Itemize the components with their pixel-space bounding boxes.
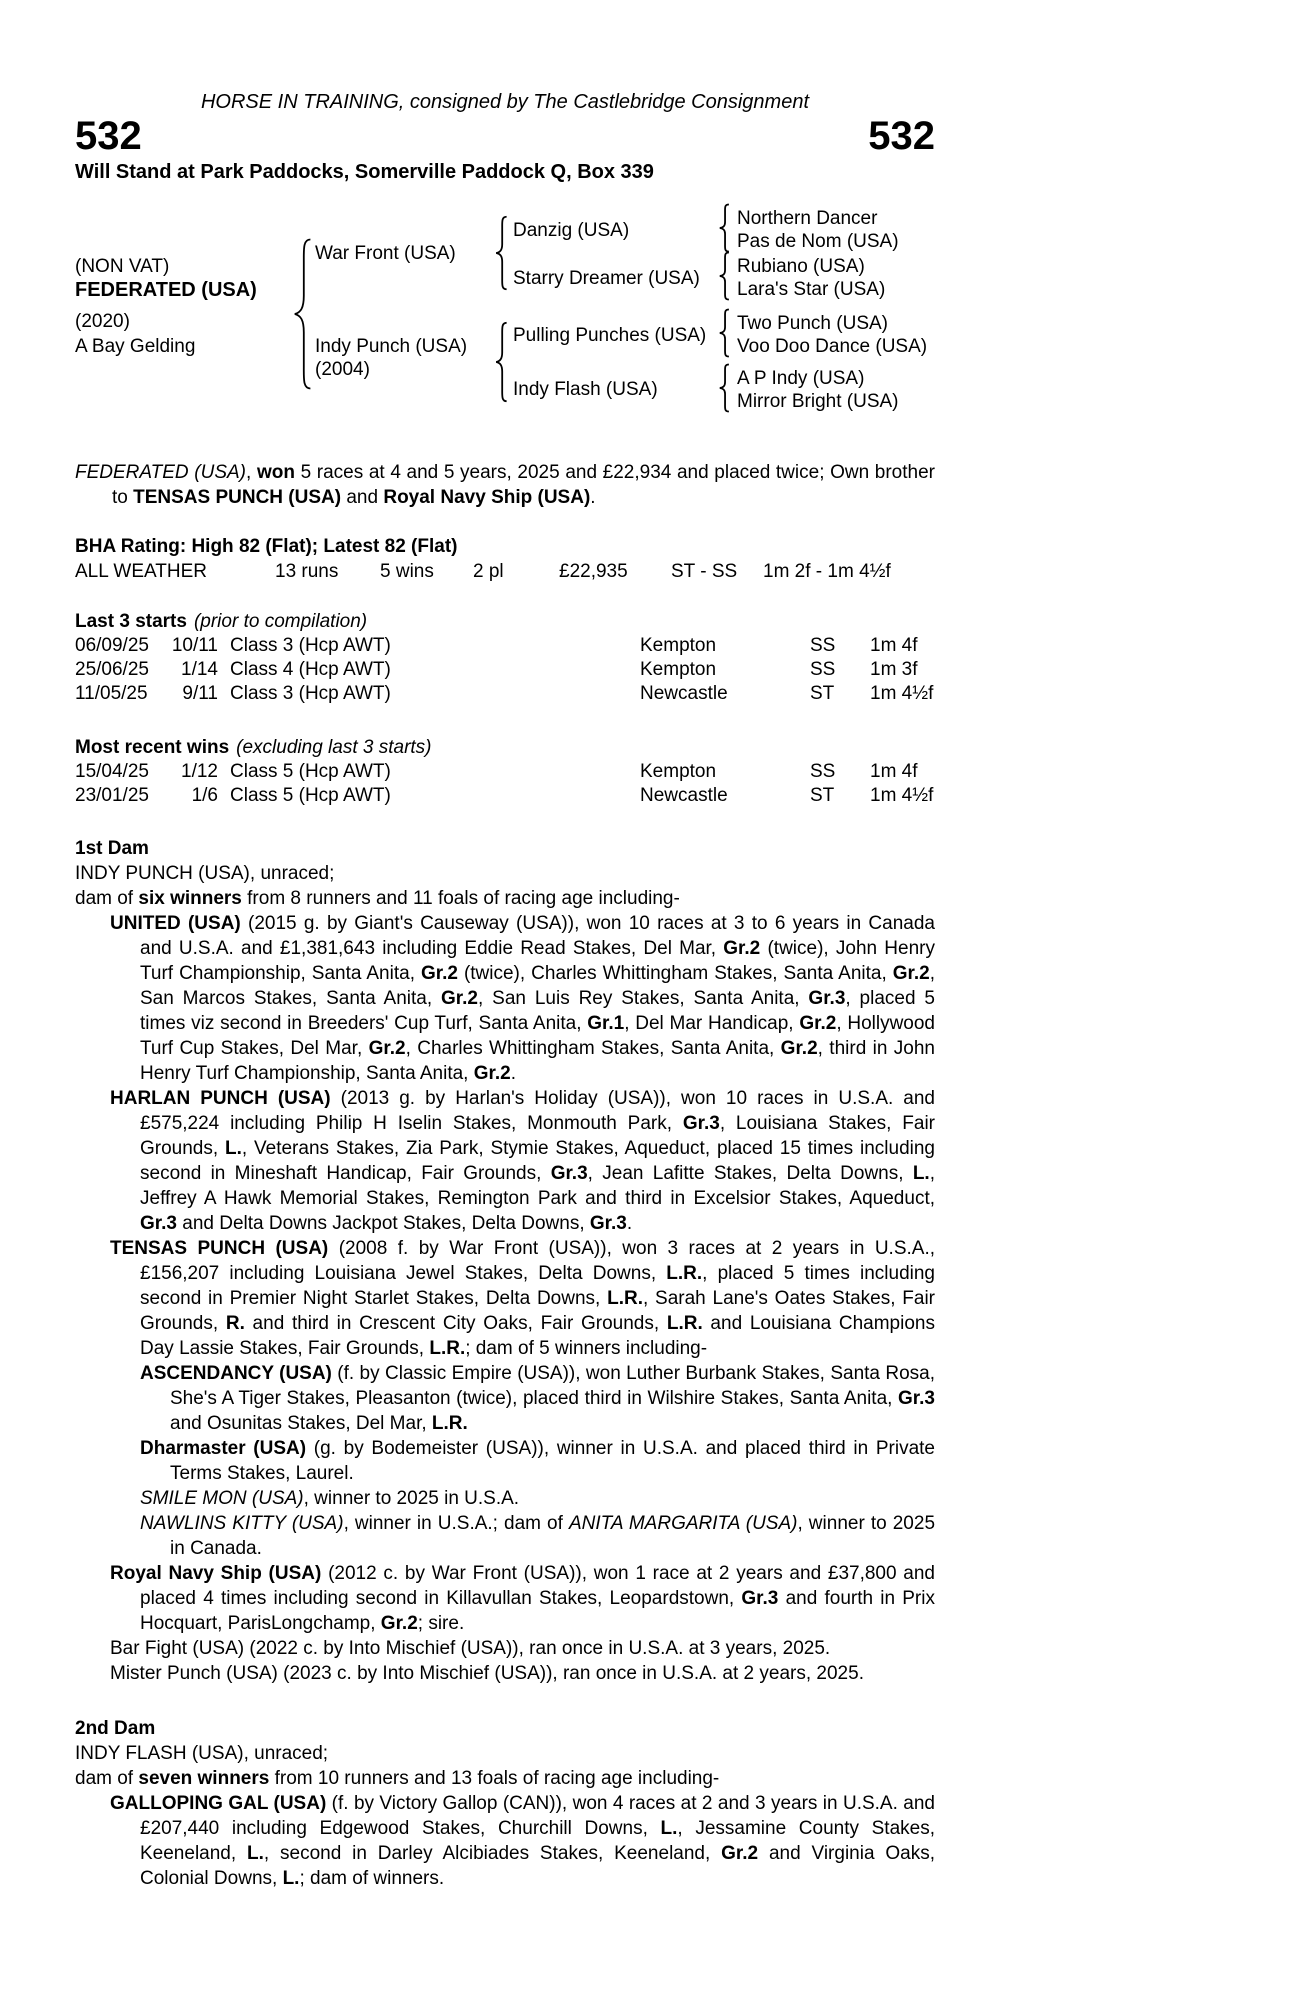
page-content bbox=[75, 90, 935, 1891]
race-going: SS bbox=[810, 659, 836, 680]
race-class: Class 5 (Hcp AWT) bbox=[230, 785, 391, 806]
race-result-row bbox=[75, 682, 935, 706]
race-course: Kempton bbox=[640, 761, 717, 782]
pedigree-brace-icon bbox=[717, 309, 731, 357]
pedigree-brace-icon bbox=[717, 252, 731, 300]
section-subtitle: (excluding last 3 starts) bbox=[236, 737, 432, 758]
pedigree-gen3-name: Starry Dreamer (USA) bbox=[513, 268, 700, 289]
second-dam-progeny-list bbox=[75, 1791, 935, 1891]
race-date: 06/09/25 bbox=[75, 635, 149, 656]
race-result-row bbox=[75, 784, 935, 808]
race-class: Class 5 (Hcp AWT) bbox=[230, 761, 391, 782]
race-going: ST bbox=[810, 683, 835, 704]
pedigree-brace-icon bbox=[493, 216, 509, 290]
pedigree-gen4-name: A P Indy (USA) bbox=[737, 368, 865, 389]
race-date: 25/06/25 bbox=[75, 659, 149, 680]
race-result-row bbox=[75, 634, 935, 658]
race-date: 23/01/25 bbox=[75, 785, 149, 806]
race-distance: 1m 3f bbox=[870, 659, 918, 680]
progeny-paragraph: GALLOPING GAL (USA) (f. by Victory Gallop (CAN)), won 4 races at 2 and 3 years in U.S.A. and £207,440 including Edgewood Stakes, Churchill Downs, L., Jessamine County Stakes, Keeneland, L., second in Darley Alcibiades Stakes, Keeneland, Gr.2 and Virginia Oaks, Colonial Downs, L.; dam of winners. bbox=[110, 1793, 935, 1889]
finish-position: 9/11 bbox=[182, 683, 218, 704]
first-dam-produce-line: dam of six winners from 8 runners and 11 foals of racing age including- bbox=[75, 888, 680, 909]
second-dam-heading: 2nd Dam bbox=[75, 1718, 156, 1739]
finish-position: 10/11 bbox=[171, 635, 218, 656]
progeny-paragraph: HARLAN PUNCH (USA) (2013 g. by Harlan's Holiday (USA)), won 10 races in U.S.A. and £575,224 including Philip H Iselin Stakes, Monmouth Park, Gr.3, Louisiana Stakes, Fair Grounds, L., Veterans Stakes, Zia Park, Stymie Stakes, Aqueduct, placed 15 times including second in Mineshaft Handicap, Fair Grounds, Gr.3, Jean Lafitte Stakes, Delta Downs, L., Jeffrey A Hawk Memorial Stakes, Remington Park and third in Excelsior Stakes, Aqueduct, Gr.3 and Delta Downs Jackpot Stakes, Delta Downs, Gr.3. bbox=[110, 1088, 936, 1234]
bha-rating-line: BHA Rating: High 82 (Flat); Latest 82 (Flat) bbox=[75, 536, 458, 557]
runs-count: 13 runs bbox=[275, 561, 339, 582]
going-range: ST - SS bbox=[671, 561, 738, 582]
last-3-starts-heading bbox=[75, 610, 935, 634]
race-distance: 1m 4f bbox=[870, 635, 918, 656]
pedigree-tree bbox=[75, 196, 935, 418]
pedigree-dam: Indy Punch (USA) bbox=[315, 336, 468, 357]
section-title: Last 3 starts bbox=[75, 611, 187, 632]
section-title: Most recent wins bbox=[75, 737, 230, 758]
pedigree-brace-icon bbox=[717, 204, 731, 252]
race-course: Newcastle bbox=[640, 785, 728, 806]
lot-number-right: 532 bbox=[868, 114, 935, 158]
pedigree-gen4-name: Two Punch (USA) bbox=[737, 313, 888, 334]
pedigree-gen4-name: Voo Doo Dance (USA) bbox=[737, 336, 928, 357]
pedigree-gen4-name: Mirror Bright (USA) bbox=[737, 391, 899, 412]
pedigree-dam-year: (2004) bbox=[315, 359, 370, 380]
pedigree-gen3-name: Indy Flash (USA) bbox=[513, 379, 658, 400]
progeny-paragraph: TENSAS PUNCH (USA) (2008 f. by War Front (USA)), won 3 races at 2 years in U.S.A., £156,207 including Louisiana Jewel Stakes, Delta Downs, L.R., placed 5 times including second in Premier Night Starlet Stakes, Delta Downs, L.R., Sarah Lane's Oates Stakes, Fair Grounds, R. and third in Crescent City Oaks, Fair Grounds, L.R. and Louisiana Champions Day Lassie Stakes, Fair Grounds, L.R.; dam of 5 winners including- bbox=[110, 1238, 936, 1359]
race-course: Kempton bbox=[640, 635, 717, 656]
progeny-paragraph: ASCENDANCY (USA) (f. by Classic Empire (USA)), won Luther Burbank Stakes, Santa Rosa, She's A Tiger Stakes, Pleasanton (twice), placed third in Wilshire Stakes, Santa Anita, Gr.3 and Osunitas Stakes, Del Mar, L.R. bbox=[140, 1363, 935, 1434]
distance-range: 1m 2f - 1m 4½f bbox=[763, 561, 891, 582]
progeny-paragraph: Royal Navy Ship (USA) (2012 c. by War Front (USA)), won 1 race at 2 years and £37,800 and placed 4 times including second in Killavullan Stakes, Leopardstown, Gr.3 and fourth in Prix Hocquart, ParisLongchamp, Gr.2; sire. bbox=[110, 1563, 935, 1634]
pedigree-brace-icon bbox=[717, 364, 731, 412]
first-dam-progeny-list bbox=[75, 911, 935, 1686]
race-distance: 1m 4½f bbox=[870, 785, 934, 806]
earnings-value: £22,935 bbox=[559, 561, 628, 582]
progeny-paragraph: SMILE MON (USA), winner to 2025 in U.S.A. bbox=[140, 1488, 520, 1509]
progeny-paragraph: Mister Punch (USA) (2023 c. by Into Mischief (USA)), ran once in U.S.A. at 2 years, 2025. bbox=[110, 1663, 864, 1684]
progeny-paragraph: Dharmaster (USA) (g. by Bodemeister (USA)), winner in U.S.A. and placed third in Private Terms Stakes, Laurel. bbox=[140, 1438, 935, 1484]
lot-number-left: 532 bbox=[75, 114, 142, 158]
second-dam-produce-line: dam of seven winners from 10 runners and 13 foals of racing age including- bbox=[75, 1768, 720, 1789]
progeny-paragraph: NAWLINS KITTY (USA), winner in U.S.A.; dam of ANITA MARGARITA (USA), winner to 2025 in Canada. bbox=[140, 1513, 936, 1559]
race-class: Class 3 (Hcp AWT) bbox=[230, 635, 391, 656]
race-distance: 1m 4½f bbox=[870, 683, 934, 704]
finish-position: 1/6 bbox=[191, 785, 218, 806]
finish-position: 1/14 bbox=[181, 659, 218, 680]
wins-count: 5 wins bbox=[380, 561, 434, 582]
race-going: SS bbox=[810, 635, 836, 656]
section-subtitle: (prior to compilation) bbox=[193, 611, 368, 632]
stand-location-line: Will Stand at Park Paddocks, Somerville Paddock Q, Box 339 bbox=[75, 161, 654, 183]
horse-name: FEDERATED (USA) bbox=[75, 279, 257, 301]
most-recent-wins-heading bbox=[75, 736, 935, 760]
race-record-summary: FEDERATED (USA), won 5 races at 4 and 5 years, 2025 and £22,934 and placed twice; Own brother to TENSAS PUNCH (USA) and Royal Navy Ship (USA). bbox=[75, 462, 935, 508]
race-result-row bbox=[75, 760, 935, 784]
pedigree-gen4-name: Lara's Star (USA) bbox=[737, 279, 886, 300]
lot-number-row bbox=[75, 116, 935, 156]
most-recent-wins-table bbox=[75, 760, 935, 808]
pedigree-gen3-name: Pulling Punches (USA) bbox=[513, 325, 707, 346]
consignment-header: HORSE IN TRAINING, consigned by The Castlebridge Consignment bbox=[200, 91, 810, 113]
pedigree-gen3-name: Danzig (USA) bbox=[513, 220, 630, 241]
pedigree-gen4-name: Rubiano (USA) bbox=[737, 256, 865, 277]
race-going: SS bbox=[810, 761, 836, 782]
race-distance: 1m 4f bbox=[870, 761, 918, 782]
pedigree-brace-icon bbox=[493, 322, 509, 402]
race-going: ST bbox=[810, 785, 835, 806]
race-class: Class 4 (Hcp AWT) bbox=[230, 659, 391, 680]
horse-description: A Bay Gelding bbox=[75, 336, 196, 357]
pedigree-gen4-name: Northern Dancer bbox=[737, 208, 878, 229]
horse-birth-year: (2020) bbox=[75, 311, 130, 332]
all-weather-summary-row bbox=[75, 559, 935, 584]
first-dam-name-line: INDY PUNCH (USA), unraced; bbox=[75, 863, 335, 884]
pedigree-brace-icon bbox=[290, 238, 314, 390]
pedigree-sire: War Front (USA) bbox=[315, 243, 456, 264]
race-class: Class 3 (Hcp AWT) bbox=[230, 683, 391, 704]
vat-status: (NON VAT) bbox=[75, 256, 170, 277]
first-dam-heading: 1st Dam bbox=[75, 838, 149, 859]
race-course: Kempton bbox=[640, 659, 717, 680]
second-dam-name-line: INDY FLASH (USA), unraced; bbox=[75, 1743, 329, 1764]
progeny-paragraph: Bar Fight (USA) (2022 c. by Into Mischief (USA)), ran once in U.S.A. at 3 years, 2025. bbox=[110, 1638, 831, 1659]
race-result-row bbox=[75, 658, 935, 682]
pedigree-gen4-name: Pas de Nom (USA) bbox=[737, 231, 899, 252]
surface-label: ALL WEATHER bbox=[75, 561, 207, 582]
race-course: Newcastle bbox=[640, 683, 728, 704]
progeny-paragraph: UNITED (USA) (2015 g. by Giant's Causeway (USA)), won 10 races at 3 to 6 years in Canada and U.S.A. and £1,381,643 including Eddie Read Stakes, Del Mar, Gr.2 (twice), John Henry Turf Championship, Santa Anita, Gr.2 (twice), Charles Whittingham Stakes, Santa Anita, Gr.2, San Marcos Stakes, Santa Anita, Gr.2, San Luis Rey Stakes, Santa Anita, Gr.3, placed 5 times viz second in Breeders' Cup Turf, Santa Anita, Gr.1, Del Mar Handicap, Gr.2, Hollywood Turf Cup Stakes, Del Mar, Gr.2, Charles Whittingham Stakes, Santa Anita, Gr.2, third in John Henry Turf Championship, Santa Anita, Gr.2. bbox=[110, 913, 935, 1084]
race-date: 15/04/25 bbox=[75, 761, 149, 782]
last-3-starts-table bbox=[75, 634, 935, 706]
race-date: 11/05/25 bbox=[75, 683, 148, 704]
finish-position: 1/12 bbox=[181, 761, 218, 782]
placed-count: 2 pl bbox=[473, 561, 504, 582]
